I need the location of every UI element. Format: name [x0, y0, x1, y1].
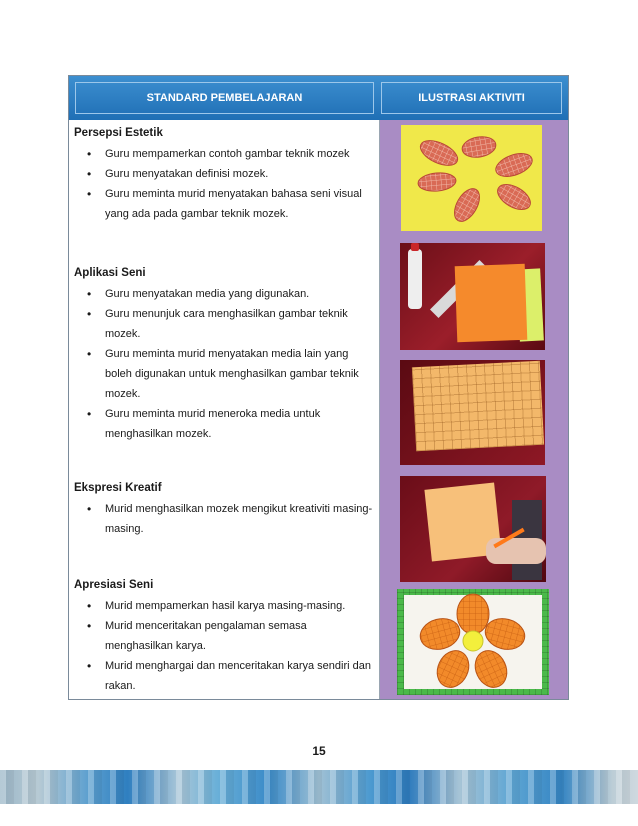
list-item: • Guru meminta murid menyatakan media lain yang boleh digunakan untuk menghasilkan gambar teknik mozek.: [74, 344, 374, 404]
header-ilustrasi-aktiviti: ILUSTRASI AKTIVITI: [381, 82, 562, 114]
list-item: • Guru meminta murid menyatakan bahasa seni visual yang ada pada gambar teknik mozek.: [74, 184, 374, 224]
list-item: • Murid menghasilkan mozek mengikut kreativiti masing-masing.: [74, 499, 374, 539]
header-standard-pembelajaran: STANDARD PEMBELAJARAN: [75, 82, 374, 114]
section-title: Apresiasi Seni: [74, 579, 154, 591]
list-item: • Murid mempamerkan hasil karya masing-masing.: [74, 596, 374, 616]
mosaic-petals-graphic: [401, 125, 542, 231]
section-persepsi-estetik: [74, 127, 374, 224]
mosaic-flower-graphic: [397, 589, 549, 695]
list-item: • Guru menyatakan definisi mozek.: [74, 164, 374, 184]
section-title: Ekspresi Kreatif: [74, 482, 162, 494]
list-item: • Murid menghargai dan menceritakan karya sendiri dan rakan.: [74, 656, 374, 696]
materials-photo: [400, 243, 545, 350]
cutting-paper-photo: [400, 476, 546, 582]
lesson-table: [68, 75, 569, 700]
page-number: 15: [312, 744, 326, 758]
grid-paper-photo: [400, 360, 545, 465]
list-item: • Guru meminta murid meneroka media untuk menghasilkan mozek.: [74, 404, 374, 444]
table-header: [69, 76, 568, 120]
list-item: • Guru menunjuk cara menghasilkan gambar teknik mozek.: [74, 304, 374, 344]
section-title: Persepsi Estetik: [74, 127, 163, 139]
illustration-column: [380, 120, 568, 699]
mosaic-petals-image: [401, 125, 542, 231]
section-title: Aplikasi Seni: [74, 267, 146, 279]
section-aplikasi-seni: [74, 267, 374, 444]
mosaic-flower-image: [397, 589, 549, 695]
section-apresiasi-seni: [74, 579, 374, 696]
list-item: • Guru menyatakan media yang digunakan.: [74, 284, 374, 304]
list-item: • Murid menceritakan pengalaman semasa menghasilkan karya.: [74, 616, 374, 656]
footer-decorative-band: [0, 770, 638, 804]
section-ekspresi-kreatif: [74, 482, 374, 539]
list-item: • Guru mempamerkan contoh gambar teknik mozek: [74, 144, 374, 164]
